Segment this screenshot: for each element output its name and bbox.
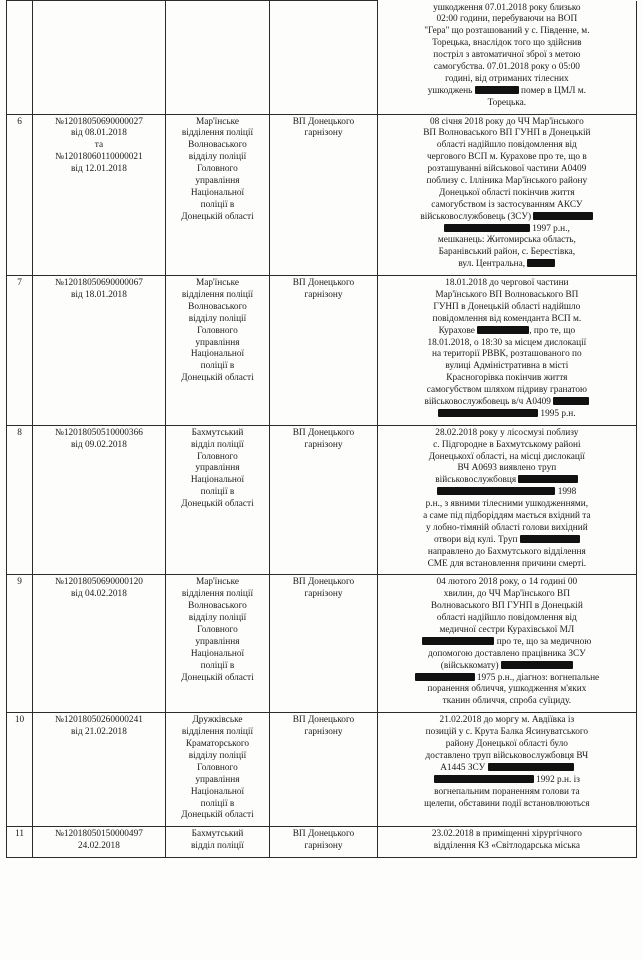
case-line: від 04.02.2018: [70, 589, 127, 600]
case-line: 24.02.2018: [78, 841, 120, 852]
redaction-bar: [488, 763, 574, 771]
org-line: управління: [195, 774, 240, 785]
row-number-cell: 10: [7, 713, 33, 827]
unit-line: гарнізону: [304, 841, 343, 852]
org-line: Донецькій області: [181, 373, 254, 384]
case-number-cell: [33, 1, 166, 115]
org-line: Головного: [197, 762, 238, 773]
org-line: відділ поліції: [191, 841, 244, 852]
desc-line: медичної сестри Курахівської МЛ: [439, 625, 575, 636]
desc-line: 1992 р.н. із: [381, 775, 633, 787]
unit-line: гарнізону: [304, 439, 343, 450]
org-line: Мар'їнське: [195, 577, 239, 588]
organization-cell: [165, 114, 269, 276]
org-line: Головного: [197, 325, 238, 336]
case-line: №12018050150000497: [54, 829, 143, 840]
case-number-cell: [33, 713, 166, 827]
description-cell: [377, 1, 636, 115]
row-number-cell: 11: [7, 827, 33, 858]
org-line: Національної: [190, 349, 245, 360]
org-line: Краматорського: [185, 739, 250, 750]
desc-line: 04 лютого 2018 року, о 14 годині 00: [436, 577, 578, 588]
unit-line: гарнізону: [304, 589, 343, 600]
org-line: поліції в: [200, 199, 235, 210]
org-line: Національної: [190, 187, 245, 198]
desc-line: ушкодження 07.01.2018 року близько: [433, 2, 581, 13]
desc-line: (військкомату): [381, 661, 633, 673]
desc-line: Красногорівка покінчив життя: [446, 373, 568, 384]
organization-cell: [165, 827, 269, 858]
redaction-bar: [437, 487, 555, 495]
case-line: від 12.01.2018: [70, 164, 127, 175]
desc-line: самогубством із застосуванням АКСУ: [431, 199, 583, 210]
desc-line: А1445 ЗСУ: [381, 763, 633, 775]
desc-line: військовослужбовець в/ч А0409: [381, 397, 633, 409]
desc-line: Курахове , про те, що: [438, 325, 576, 336]
org-line: відділу поліції: [188, 152, 247, 163]
redaction-bar: [475, 86, 519, 94]
redaction-bar: [518, 475, 578, 483]
table-row: [7, 425, 637, 575]
organization-cell: [165, 575, 269, 713]
unit-line: гарнізону: [304, 727, 343, 738]
org-line: відділення поліції: [181, 727, 254, 738]
case-number-cell: [33, 827, 166, 858]
org-line: відділу поліції: [188, 313, 247, 324]
org-line: відділення поліції: [181, 289, 254, 300]
desc-line: Баранівський район, с. Берестівка,: [438, 247, 576, 258]
redaction-bar: [438, 409, 538, 417]
desc-line: годині, від отриманих тілесних: [445, 73, 569, 84]
org-line: Донецькій області: [181, 211, 254, 222]
desc-line: 23.02.2018 в приміщенні хірургічного: [431, 829, 582, 840]
case-number-cell: [33, 575, 166, 713]
organization-cell: [165, 713, 269, 827]
org-line: Мар'їнське: [195, 116, 239, 127]
org-line: Донецькій області: [181, 672, 254, 683]
desc-line: тканин обличчя, спроба суїциду.: [442, 696, 572, 707]
unit-line: ВП Донецького: [292, 116, 355, 127]
desc-line: 1995 р.н.: [381, 409, 633, 421]
unit-cell: [270, 575, 378, 713]
case-line: №12018050690000027: [54, 116, 143, 127]
row-number-cell: 8: [7, 425, 33, 575]
desc-line: допомогою доставлено працівника ЗСУ: [428, 648, 586, 659]
desc-line: "Гера" що розташований у с. Південне, м.: [424, 26, 590, 37]
desc-line: щелепи, обставини події встановлюються: [424, 798, 590, 809]
desc-line: 1998: [381, 487, 633, 499]
description-cell: [377, 827, 636, 858]
desc-line: доставлено труп військовослужбовця ВЧ: [425, 750, 589, 761]
desc-line: військовослужбовця: [381, 475, 633, 487]
org-line: відділ поліції: [191, 439, 244, 450]
desc-line: направлено до Бахмутського відділення: [427, 546, 586, 557]
case-line: №12018050690000067: [54, 278, 143, 289]
desc-line: вулиці Адміністративна в місті: [445, 361, 569, 372]
table-body: [7, 1, 637, 858]
case-line: від 18.01.2018: [70, 289, 127, 300]
organization-cell: [165, 276, 269, 426]
desc-line: 28.02.2018 року у лісосмузі поблизу: [435, 427, 579, 438]
desc-line: на території РВВК, розташованого по: [432, 349, 582, 360]
desc-line: повідомлення від коменданта ВСП м.: [432, 313, 582, 324]
desc-line: хвилин, до ЧЧ Мар'їнського ВП: [443, 589, 570, 600]
case-line: від 21.02.2018: [70, 727, 127, 738]
desc-line: району Донецької області було: [445, 739, 568, 750]
table-row: [7, 1, 637, 115]
desc-line: чергового ВСП м. Курахове про те, що в: [426, 152, 587, 163]
organization-cell: [165, 1, 269, 115]
unit-line: ВП Донецького: [292, 427, 355, 438]
description-cell: [377, 425, 636, 575]
desc-line: Торецька, внаслідок того що здійснив: [432, 38, 582, 49]
org-line: поліції в: [200, 798, 235, 809]
unit-line: ВП Донецького: [292, 278, 355, 289]
org-line: Головного: [197, 451, 238, 462]
desc-line: відділення КЗ «Світлодарська міська: [433, 841, 580, 852]
desc-line: про те, що за медичною: [381, 637, 633, 649]
desc-line: Торецька.: [487, 97, 527, 108]
desc-line: 1975 р.н., діагноз: вогнепальне: [381, 673, 633, 685]
unit-cell: [270, 1, 378, 115]
org-line: Волноваського: [188, 140, 247, 151]
table-row: [7, 114, 637, 276]
desc-line: позицій у с. Крута Балка Ясинуватського: [425, 727, 589, 738]
org-line: Донецькій області: [181, 810, 254, 821]
table-row: [7, 713, 637, 827]
org-line: поліції в: [200, 660, 235, 671]
unit-line: гарнізону: [304, 128, 343, 139]
redaction-bar: [477, 326, 529, 334]
desc-line: 02:00 години, перебуваючи на ВОП: [436, 14, 578, 25]
desc-line: с. Підгородне в Бахмутському районі: [433, 439, 581, 450]
table-row: [7, 575, 637, 713]
org-line: Бахмутський: [191, 829, 244, 840]
redaction-bar: [553, 397, 589, 405]
unit-cell: [270, 827, 378, 858]
org-line: Національної: [190, 648, 245, 659]
redaction-bar: [527, 259, 555, 267]
desc-line: ушкоджень помер в ЦМЛ м.: [427, 85, 586, 96]
desc-line: Донецької області покінчив життя: [439, 187, 575, 198]
desc-line: отвори від кулі. Труп: [381, 535, 633, 547]
unit-cell: [270, 276, 378, 426]
org-line: Мар'їнське: [195, 278, 239, 289]
unit-line: ВП Донецького: [292, 829, 355, 840]
desc-line: вогнепальним пораненням голови та: [434, 786, 580, 797]
desc-line: ГУНП в Донецькій області надійшло: [433, 301, 581, 312]
desc-line: постріл з автоматичної зброї з метою: [433, 50, 581, 61]
unit-line: гарнізону: [304, 289, 343, 300]
org-line: відділу поліції: [188, 613, 247, 624]
desc-line: 08 січня 2018 року до ЧЧ Мар'їнського: [429, 116, 584, 127]
org-line: відділення поліції: [181, 589, 254, 600]
org-line: відділення поліції: [181, 128, 254, 139]
desc-line: 18.01.2018 до чергової частини: [445, 278, 569, 289]
desc-line: Мар'їнського ВП Волноваського ВП: [435, 289, 579, 300]
desc-line: 21.02.2018 до моргу м. Авдіївка із: [439, 715, 575, 726]
desc-line: області надійшло повідомлення від: [436, 613, 577, 624]
org-line: відділу поліції: [188, 750, 247, 761]
desc-line: поблизу с. Ілліника Мар'їнського району: [426, 175, 588, 186]
redaction-bar: [533, 212, 593, 220]
desc-line: СМЕ для встановлення причини смерті.: [427, 558, 587, 569]
desc-line: 1997 р.н.,: [381, 224, 633, 236]
row-number-cell: [7, 1, 33, 115]
organization-cell: [165, 425, 269, 575]
case-line: від 09.02.2018: [70, 439, 127, 450]
case-line: №12018050690000120: [54, 577, 143, 588]
redaction-bar: [520, 535, 580, 543]
org-line: Головного: [197, 625, 238, 636]
org-line: Головного: [197, 164, 238, 175]
unit-cell: [270, 425, 378, 575]
unit-line: ВП Донецького: [292, 577, 355, 588]
desc-line: самогубства. 07.01.2018 року о 05:00: [433, 61, 580, 72]
org-line: управління: [195, 337, 240, 348]
redaction-bar: [422, 637, 494, 645]
desc-line: самогубством шляхом підриву гранатою: [426, 385, 587, 396]
case-number-cell: [33, 114, 166, 276]
description-cell: [377, 276, 636, 426]
desc-line: вул. Центральна,: [381, 259, 633, 271]
desc-line: р.н., з явними тілесними ушкодженнями,: [425, 499, 589, 510]
case-line: №12018050260000241: [54, 715, 143, 726]
case-line: №12018060110000021: [55, 152, 143, 163]
desc-line: Донецькохї області, на місці дислокації: [428, 451, 586, 462]
desc-line: області надійшло повідомлення від: [436, 140, 577, 151]
org-line: управління: [195, 175, 240, 186]
desc-line: Волноваського ВП ГУНП в Донецькій: [430, 601, 583, 612]
org-line: Бахмутський: [191, 427, 244, 438]
unit-cell: [270, 114, 378, 276]
redaction-bar: [434, 775, 534, 783]
case-line: та: [94, 140, 104, 151]
desc-line: мешканець: Житомирська область,: [437, 235, 576, 246]
unit-cell: [270, 713, 378, 827]
org-line: управління: [195, 463, 240, 474]
row-number-cell: 6: [7, 114, 33, 276]
org-line: Донецькій області: [181, 499, 254, 510]
case-line: від 08.01.2018: [70, 128, 127, 139]
case-number-cell: [33, 425, 166, 575]
description-cell: [377, 114, 636, 276]
desc-line: військовослужбовець (ЗСУ): [381, 212, 633, 224]
row-number-cell: 7: [7, 276, 33, 426]
redaction-bar: [501, 661, 573, 669]
org-line: Національної: [190, 786, 245, 797]
desc-line: 18.01.2018, о 18:30 за місцем дислокації: [427, 337, 587, 348]
description-cell: [377, 713, 636, 827]
redaction-bar: [415, 673, 475, 681]
desc-line: ВЧ А0693 виявлено труп: [457, 463, 557, 474]
org-line: Волноваського: [188, 601, 247, 612]
case-line: №12018050510000366: [54, 427, 143, 438]
org-line: Дружківське: [192, 715, 243, 726]
desc-line: розташуванні військової частини А0409: [427, 164, 587, 175]
redaction-bar: [444, 224, 530, 232]
unit-line: ВП Донецького: [292, 715, 355, 726]
desc-line: у лобно-тімяній області голови вихідний: [425, 522, 588, 533]
case-number-cell: [33, 276, 166, 426]
org-line: поліції в: [200, 361, 235, 372]
desc-line: ВП Волноваського ВП ГУНП в Донецькій: [423, 128, 591, 139]
org-line: Національної: [190, 475, 245, 486]
row-number-cell: 9: [7, 575, 33, 713]
description-cell: [377, 575, 636, 713]
desc-line: поранення обличчя, ушкодження м'яких: [427, 684, 587, 695]
table-row: [7, 827, 637, 858]
incident-table: [6, 0, 637, 858]
org-line: управління: [195, 636, 240, 647]
desc-line: а саме під підборіддям мається вхідний та: [423, 511, 591, 522]
org-line: поліції в: [200, 487, 235, 498]
org-line: Волноваського: [188, 301, 247, 312]
table-row: [7, 276, 637, 426]
